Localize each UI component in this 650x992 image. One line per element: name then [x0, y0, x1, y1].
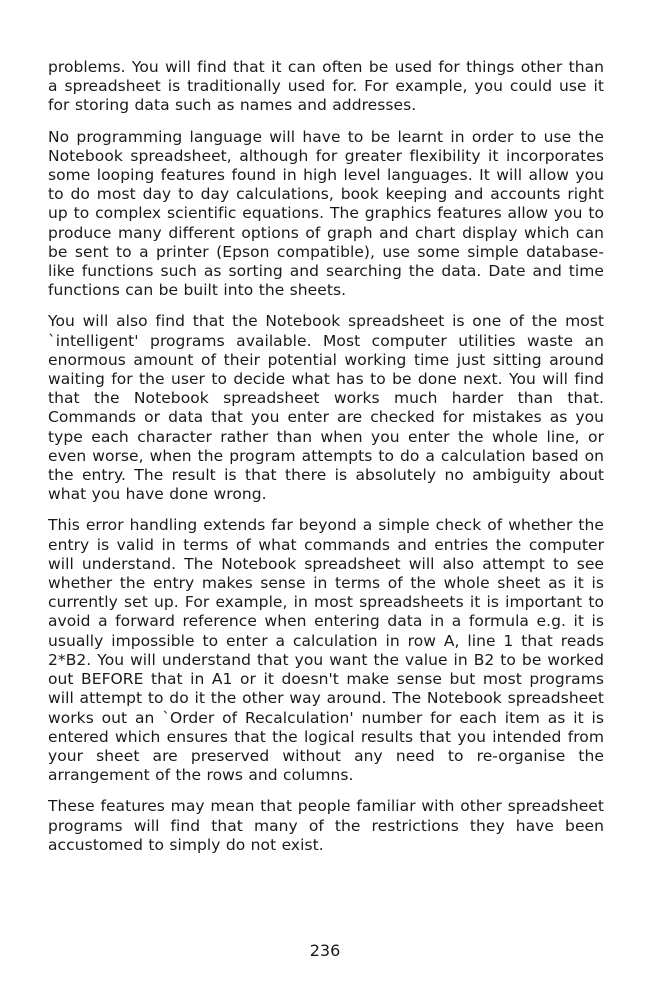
- page-body: [48, 58, 604, 867]
- paragraph-error-handling: This error handling extends far beyond a simple check of whether the entry is valid in terms of what commands and entries the computer will understand. The Notebook spreadsheet will also attempt to see whether the entry makes sense in terms of the whole sheet as it is currently set up. For example, in most spreadsheets it is important to avoid a forward reference when entering data in a formula e.g. it is usually impossible to enter a calculation in row A, line 1 that reads 2*B2. You will understand that you want the value in B2 to be worked out BEFORE that in A1 or it doesn't make sense but most programs will attempt to do it the other way around. The Notebook spreadsheet works out an `Order of Recalculation' number for each item as it is entered which ensures that the logical results that you intended from your sheet are preserved without any need to re-organise the arrangement of the rows and columns.: [48, 516, 604, 785]
- page-number: 236: [309, 941, 341, 960]
- paragraph-features-summary: These features may mean that people familiar with other spreadsheet programs will find that many of the restrictions they have been accustomed to simply do not exist.: [48, 797, 604, 854]
- paragraph-continuation: problems. You will find that it can often be used for things other than a spreadsheet is traditionally used for. For example, you could use it for storing data such as names and addresses.: [48, 58, 604, 115]
- paragraph-no-programming: No programming language will have to be learnt in order to use the Notebook spreadsheet, although for greater flexibility it incorporates some looping features found in high level languages. It will allow you to do most day to day calculations, book keeping and accounts right up to complex scientific equations. The graphics features allow you to produce many different options of graph and chart display which can be sent to a printer (Epson compatible), use some simple database-like functions such as sorting and searching the data. Date and time functions can be built into the sheets.: [48, 127, 604, 300]
- paragraph-intelligent-programs: You will also find that the Notebook spreadsheet is one of the most `intelligent' programs available. Most computer utilities waste an enormous amount of their potential working time just sitting around waiting for the user to decide what has to be done next. You will find that the Notebook spreadsheet works much harder than that. Commands or data that you enter are checked for mistakes as you type each character rather than when you enter the whole line, or even worse, when the program attempts to do a calculation based on the entry. The result is that there is absolutely no ambiguity about what you have done wrong.: [48, 312, 604, 504]
